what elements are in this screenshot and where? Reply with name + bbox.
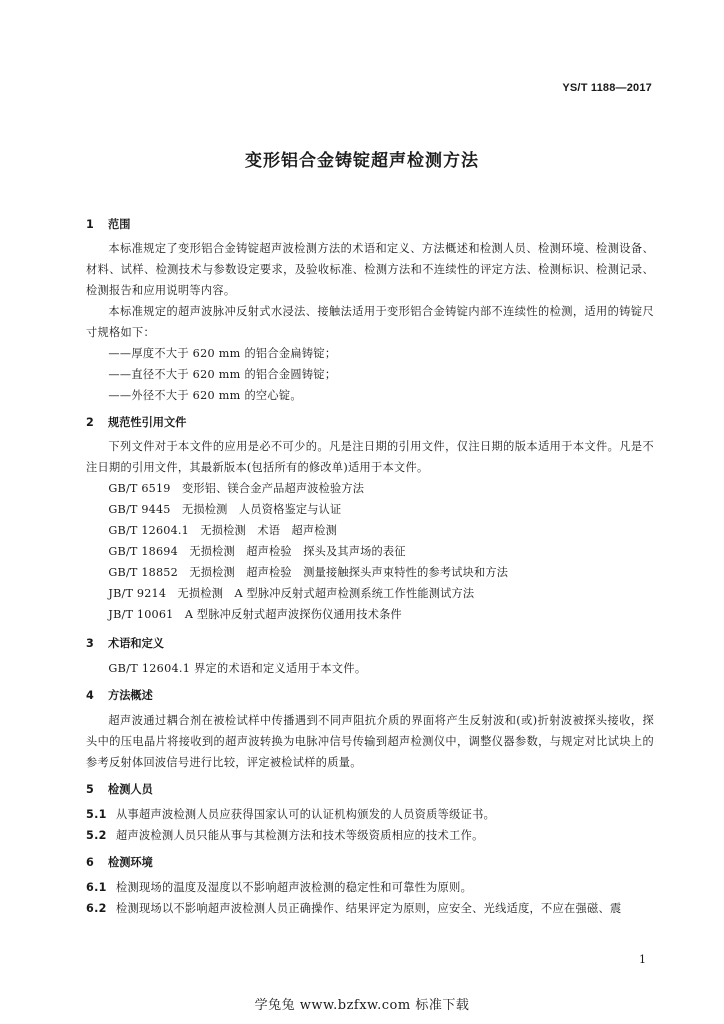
footer-watermark: 学兔兔 www.bzfxw.com 标准下载 [254,998,470,1013]
document-title: 变形铝合金铸锭超声检测方法 [245,151,479,171]
section-personnel [86,782,654,846]
page-number: 1 [639,953,646,966]
clause: 5.1 从事超声波检测人员应获得国家认可的认证机构颁发的人员资质等级证书。 [86,808,496,821]
section-normative-references [86,415,654,625]
section-heading: 2 规范性引用文件 [86,416,187,429]
document-body [86,217,654,919]
section-heading: 1 范围 [86,218,131,231]
clause: 6.1 检测现场的温度及湿度以不影响超声波检测的稳定性和可靠性为原则。 [86,881,473,894]
clause: 6.2 检测现场以不影响超声波检测人员正确操作、结果评定为原则，应安全、光线适度，不应在强磁、震 [86,902,622,915]
section-heading: 3 术语和定义 [86,637,164,650]
section-heading: 5 检测人员 [86,783,153,796]
section-method-overview [86,688,654,773]
reference-item: GB/T 6519 变形铝、镁合金产品超声波检验方法 [108,482,365,495]
reference-item: GB/T 18852 无损检测 超声检验 测量接触探头声束特性的参考试块和方法 [108,566,509,579]
reference-item: JB/T 9214 无损检测 A 型脉冲反射式超声检测系统工作性能测试方法 [108,587,475,600]
list-item: ——直径不大于 620 mm 的铝合金圆铸锭； [108,368,337,381]
reference-item: GB/T 18694 无损检测 超声检验 探头及其声场的表征 [108,545,406,558]
section-environment [86,855,654,919]
paragraph: 下列文件对于本文件的应用是必不可少的。凡是注日期的引用文件，仅注日期的版本适用于本文件。凡是不注日期的引用文件，其最新版本(包括所有的修改单)适用于本文件。 [86,440,654,474]
paragraph: 本标准规定的超声波脉冲反射式水浸法、接触法适用于变形铝合金铸锭内部不连续性的检测，适用的铸锭尺寸规格如下： [86,305,654,339]
section-terms [86,636,654,679]
paragraph: 本标准规定了变形铝合金铸锭超声波检测方法的术语和定义、方法概述和检测人员、检测环境、检测设备、材料、试样、检测技术与参数设定要求，及验收标准、检测方法和不连续性的评定方法、检测标识、检测记录、检测报告和应用说明等内容。 [86,242,654,297]
reference-item: GB/T 12604.1 无损检测 术语 超声检测 [108,524,338,537]
standard-code: YS/T 1188—2017 [562,82,652,94]
reference-item: GB/T 9445 无损检测 人员资格鉴定与认证 [108,503,342,516]
list-item: ——外径不大于 620 mm 的空心锭。 [108,389,302,402]
section-scope [86,217,654,406]
paragraph: GB/T 12604.1 界定的术语和定义适用于本文件。 [108,662,367,675]
reference-item: JB/T 10061 A 型脉冲反射式超声波探伤仪通用技术条件 [108,608,402,621]
list-item: ——厚度不大于 620 mm 的铝合金扁铸锭； [108,347,337,360]
paragraph: 超声波通过耦合剂在被检试样中传播遇到不同声阻抗介质的界面将产生反射波和(或)折射波被探头接收，探头中的压电晶片将接收到的超声波转换为电脉冲信号传输到超声检测仪中，调整仪器参数，与规定对比试块上的参考反射体回波信号进行比较，评定被检试样的质量。 [86,714,654,769]
clause: 5.2 超声波检测人员只能从事与其检测方法和技术等级资质相应的技术工作。 [86,829,484,842]
section-heading: 6 检测环境 [86,856,153,869]
section-heading: 4 方法概述 [86,689,153,702]
